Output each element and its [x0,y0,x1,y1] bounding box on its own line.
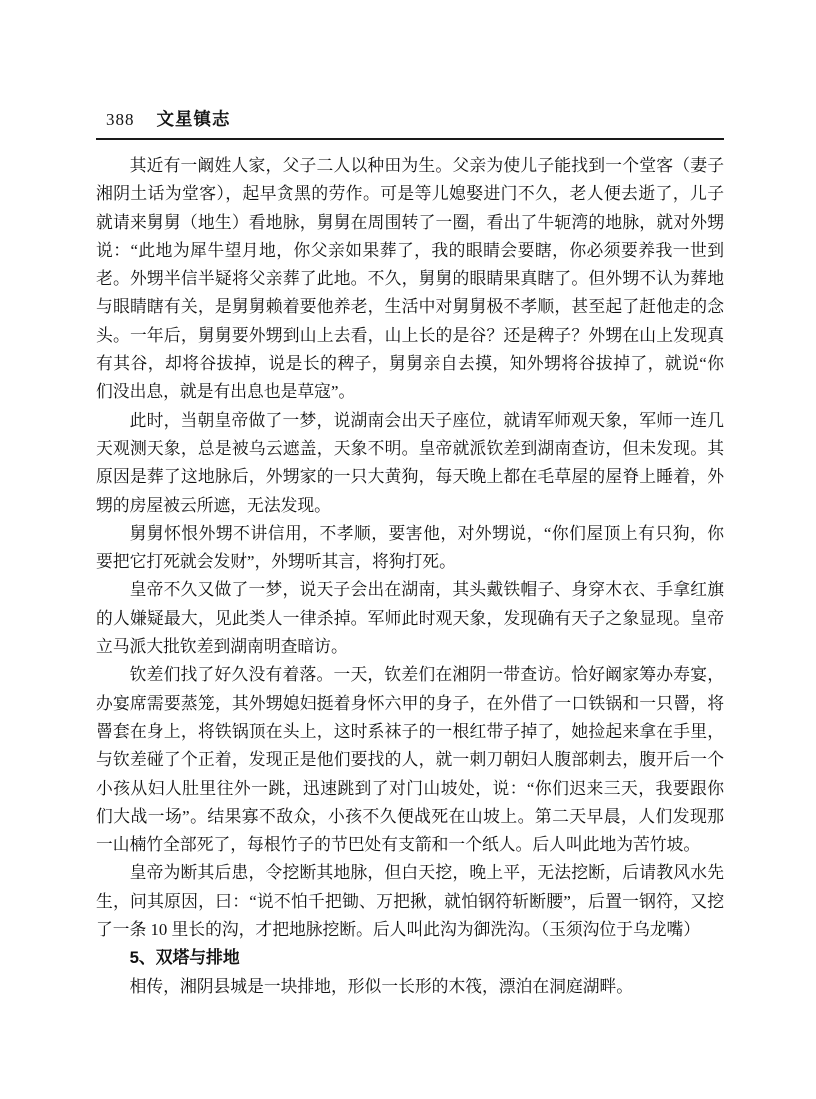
section-heading: 5、双塔与排地 [129,948,240,968]
story-paragraph: 皇帝不久又做了一梦，说天子会出在湖南，其头戴铁帽子、身穿木衣、手拿红旗的人嫌疑最大，见此类人一律杀掉。军师此时观天象，发现确有天子之象显现。皇帝立马派大批钦差到湖南明查暗访。 [96,580,724,657]
page-number: 388 [106,110,135,129]
story-paragraph: 相传，湘阴县城是一块排地，形似一长形的木筏，漂泊在洞庭湖畔。 [129,976,634,996]
body-text [96,152,724,1001]
book-title: 文星镇志 [156,109,231,129]
story-paragraph: 此时，当朝皇帝做了一梦，说湖南会出天子座位，就请军师观天象，军师一连几天观测天象，总是被乌云遮盖，天象不明。皇帝就派钦差到湖南查访，但未发现。其原因是葬了这地脉后，外甥家的一只大黄狗，每天晚上都在毛草屋的屋脊上睡着，外甥的房屋被云所遮，无法发现。 [96,410,724,515]
story-paragraph: 舅舅怀恨外甥不讲信用，不孝顺，要害他，对外甥说，“你们屋顶上有只狗，你要把它打死就会发财”，外甥听其言，将狗打死。 [96,523,724,572]
page-header [96,106,724,140]
story-paragraph: 皇帝为断其后患，令挖断其地脉，但白天挖，晚上平，无法挖断，后请教风水先生，问其原因，曰：“说不怕千把锄、万把揪，就怕钢符斩断腰”，后置一钢符，又挖了一条 10 里长的沟，才把地脉挖断。后人叫此沟为御洗沟。（玉须沟位于乌龙嘴） [96,863,724,940]
story-paragraph: 其近有一阚姓人家，父子二人以种田为生。父亲为使儿子能找到一个堂客（妻子湘阴土话为堂客），起早贪黑的劳作。可是等儿媳娶进门不久，老人便去逝了，儿子就请来舅舅（地生）看地脉，舅舅在周围转了一圈，看出了牛轭湾的地脉，就对外甥说：“此地为犀牛望月地，你父亲如果葬了，我的眼睛会要瞎，你必须要养我一世到老。外甥半信半疑将父亲葬了此地。不久，舅舅的眼睛果真瞎了。但外甥不认为葬地与眼睛瞎有关，是舅舅赖着要他养老，生活中对舅舅极不孝顺，甚至起了赶他走的念头。一年后，舅舅要外甥到山上去看，山上长的是谷？还是稗子？外甥在山上发现真有其谷，却将谷拔掉，说是长的稗子，舅舅亲自去摸，知外甥将谷拔掉了，就说“你们没出息，就是有出息也是草寇”。 [96,156,724,402]
story-paragraph: 钦差们找了好久没有着落。一天，钦差们在湘阴一带查访。恰好阚家筹办寿宴，办宴席需要蒸笼，其外甥媳妇挺着身怀六甲的身子，在外借了一口铁锅和一只罾，将罾套在身上，将铁锅顶在头上，这时系袜子的一根红带子掉了，她捡起来拿在手里，与钦差碰了个正着，发现正是他们要找的人，就一刺刀朝妇人腹部刺去，腹开后一个小孩从妇人肚里往外一跳，迅速跳到了对门山坡处，说：“你们迟来三天，我要跟你们大战一场”。结果寡不敌众，小孩不久便战死在山坡上。第二天早晨，人们发现那一山楠竹全部死了，每根竹子的节巴处有支箭和一个纸人。后人叫此地为苦竹坡。 [96,665,724,855]
page-content [96,0,724,1001]
